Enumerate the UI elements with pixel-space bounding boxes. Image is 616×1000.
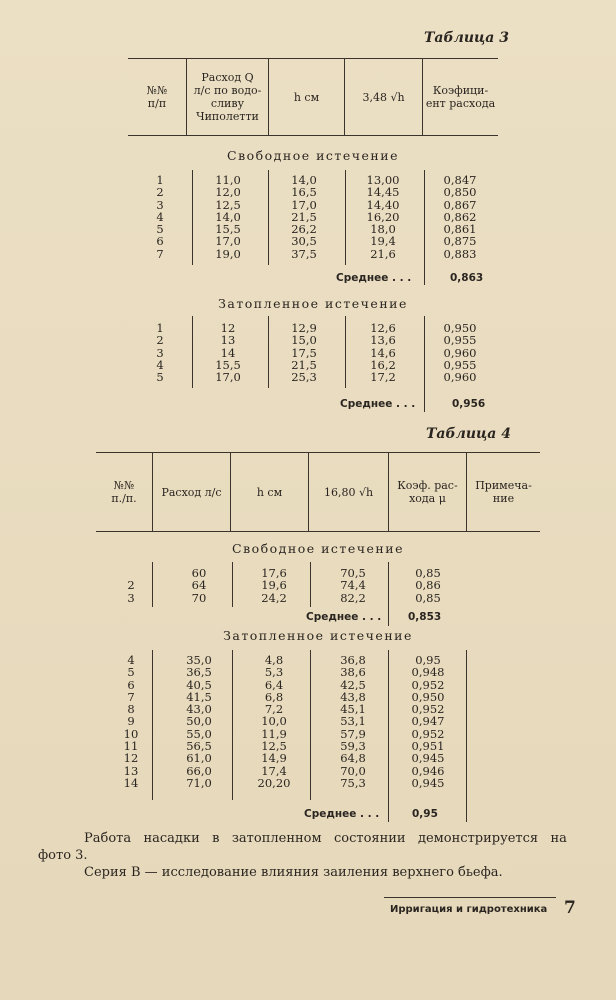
table-cell: 21,5 — [291, 209, 317, 224]
table-cell: 9 — [127, 714, 135, 729]
table-cell: 1 — [156, 173, 164, 187]
table3-header-sqrt: 3,48 √h — [344, 59, 422, 135]
table3-header-flow: Расход Q л/с по водо- сливу Чиполетти — [186, 59, 268, 135]
table-cell: 19,6 — [261, 578, 287, 593]
table3-caption: Таблица 3 — [424, 30, 509, 46]
table-cell: 43,0 — [186, 702, 212, 717]
table-cell: 15,0 — [291, 333, 317, 348]
table-cell: 8 — [127, 702, 135, 717]
table-cell: 14,45 — [366, 185, 400, 200]
paragraph-photo-line1: Работа насадки в затопленном состоянии демонстрируется на — [84, 831, 567, 846]
table-cell: 2 — [156, 185, 164, 200]
table-cell: 0,960 — [443, 345, 477, 360]
table4-caption: Таблица 4 — [426, 426, 511, 442]
table-row — [128, 186, 498, 198]
table-cell: 0,951 — [411, 739, 445, 754]
table-cell: 0,883 — [443, 246, 477, 261]
table-cell: 21,5 — [291, 357, 317, 372]
table-cell: 2 — [127, 578, 135, 593]
table-cell: 12 — [123, 751, 139, 766]
table3-header-number: №№ п/п — [146, 84, 168, 110]
table4-average-label-2: Среднее . . . — [304, 808, 380, 820]
table-cell: 25,3 — [291, 370, 317, 385]
table-cell: 11,0 — [215, 173, 241, 187]
table-row — [128, 371, 498, 383]
table-cell: 19,4 — [370, 234, 396, 249]
table-row — [96, 579, 466, 591]
table3-average-label-2: Среднее . . . — [340, 398, 416, 410]
table-cell: 70,0 — [340, 763, 366, 778]
table-cell: 0,862 — [443, 209, 477, 224]
table-cell: 0,95 — [415, 653, 441, 667]
table-cell: 10,0 — [261, 714, 287, 729]
table-cell: 60 — [191, 566, 207, 580]
table-cell: 53,1 — [340, 714, 366, 729]
table-cell: 16,5 — [291, 185, 317, 200]
table3-average-submerged: 0,956 — [452, 398, 486, 410]
table-cell: 26,2 — [291, 222, 317, 237]
table-cell: 5 — [156, 222, 164, 237]
table-cell: 17,5 — [291, 345, 317, 360]
table-cell: 0,85 — [415, 590, 441, 605]
table-cell: 56,5 — [186, 739, 212, 754]
table-cell: 0,950 — [443, 321, 477, 335]
table-cell: 15,5 — [215, 357, 241, 372]
table4-average-submerged: 0,95 — [412, 808, 438, 820]
table-cell: 5,3 — [264, 665, 284, 680]
table-cell: 5 — [156, 370, 164, 385]
table-cell: 40,5 — [186, 677, 212, 692]
table-cell: 17,0 — [215, 234, 241, 249]
table-cell: 38,6 — [340, 665, 366, 680]
table-cell: 6 — [156, 234, 164, 249]
table-cell: 18,0 — [370, 222, 396, 237]
table-cell: 4,8 — [264, 653, 284, 667]
table-cell: 17,2 — [370, 370, 396, 385]
table-cell: 19,0 — [215, 246, 241, 261]
table-cell: 3 — [127, 590, 135, 605]
table-cell: 7,2 — [264, 702, 284, 717]
table4-vline-9 — [466, 650, 467, 822]
table-cell: 20,20 — [257, 775, 291, 790]
table-cell: 0,955 — [443, 357, 477, 372]
table-cell: 12,9 — [291, 321, 317, 335]
table-cell: 6 — [127, 677, 135, 692]
table-cell: 0,867 — [443, 197, 477, 212]
table-cell: 0,86 — [415, 578, 441, 593]
table3-average-free: 0,863 — [450, 272, 484, 284]
table3-header — [128, 58, 498, 136]
table4-header-sqrt: 16,80 √h — [308, 453, 388, 531]
table-cell: 42,5 — [340, 677, 366, 692]
table-cell: 71,0 — [186, 775, 212, 790]
table3-header-coef: Коэфици- ент расхода — [422, 59, 498, 135]
table-cell: 74,4 — [340, 578, 366, 593]
table-cell: 37,5 — [291, 246, 317, 261]
table-cell: 12,0 — [215, 185, 241, 200]
table-cell: 17,0 — [291, 197, 317, 212]
table-cell: 10 — [123, 726, 139, 741]
table-cell: 0,850 — [443, 185, 477, 200]
table-cell: 30,5 — [291, 234, 317, 249]
table3-free-rows — [128, 174, 498, 260]
table-cell: 17,4 — [261, 763, 287, 778]
journal-title: Ирригация и гидротехника — [390, 904, 548, 915]
table-cell: 41,5 — [186, 689, 212, 704]
table-row — [96, 592, 466, 604]
table-cell: 14,0 — [215, 209, 241, 224]
table-cell: 13,6 — [370, 333, 396, 348]
table-cell: 0,952 — [411, 702, 445, 717]
table-cell: 0,952 — [411, 677, 445, 692]
table-cell: 12,5 — [215, 197, 241, 212]
table-row — [96, 666, 466, 678]
table-cell: 4 — [156, 357, 164, 372]
table-cell: 13 — [123, 763, 139, 778]
table-cell: 14 — [220, 345, 236, 360]
table-cell: 0,960 — [443, 370, 477, 385]
table-cell: 43,8 — [340, 689, 366, 704]
table-cell: 0,85 — [415, 566, 441, 580]
table-cell: 0,955 — [443, 333, 477, 348]
table4-average-label: Среднее . . . — [306, 611, 382, 623]
table-cell: 4 — [127, 653, 135, 667]
table4-header-flow: Расход л/с — [152, 453, 230, 531]
table4-header — [96, 452, 540, 532]
table-cell: 24,2 — [261, 590, 287, 605]
table-row — [128, 235, 498, 247]
table-cell: 7 — [156, 246, 164, 261]
table-cell: 14,0 — [291, 173, 317, 187]
table-cell: 0,945 — [411, 751, 445, 766]
table3-header-h: h см — [268, 59, 344, 135]
table-cell: 11,9 — [261, 726, 287, 741]
table-cell: 14,40 — [366, 197, 400, 212]
table-cell: 36,5 — [186, 665, 212, 680]
paragraph-photo-line2: фото 3. — [38, 848, 88, 863]
table-cell: 0,847 — [443, 173, 477, 187]
table-row — [96, 752, 466, 764]
table-cell: 0,861 — [443, 222, 477, 237]
table-cell: 6,8 — [264, 689, 284, 704]
table-cell: 14,6 — [370, 345, 396, 360]
table-cell: 11 — [123, 739, 139, 754]
table-cell: 35,0 — [186, 653, 212, 667]
table3-average-label: Среднее . . . — [336, 272, 412, 284]
table-cell: 0,947 — [411, 714, 445, 729]
table-row — [128, 248, 498, 260]
table-cell: 1 — [156, 321, 164, 335]
table-cell: 36,8 — [340, 653, 366, 667]
table3-section-submerged: Затопленное истечение — [218, 296, 408, 311]
table3-section-free: Свободное истечение — [227, 148, 399, 163]
table-cell: 16,2 — [370, 357, 396, 372]
table-cell: 0,948 — [411, 665, 445, 680]
table4-free-rows — [96, 567, 466, 604]
table-cell: 13 — [220, 333, 236, 348]
table-cell: 12,6 — [370, 321, 396, 335]
table-cell: 70,5 — [340, 566, 366, 580]
table-cell: 15,5 — [215, 222, 241, 237]
table-cell: 66,0 — [186, 763, 212, 778]
table4-header-h: h см — [230, 453, 308, 531]
table-cell: 59,3 — [340, 739, 366, 754]
table-cell: 4 — [156, 209, 164, 224]
table-cell: 17,0 — [215, 370, 241, 385]
table-cell: 0,950 — [411, 689, 445, 704]
table-cell: 45,1 — [340, 702, 366, 717]
table-cell: 6,4 — [264, 677, 284, 692]
table-cell: 21,6 — [370, 246, 396, 261]
table-cell: 64 — [191, 578, 207, 593]
table-cell: 0,946 — [411, 763, 445, 778]
table-cell: 16,20 — [366, 209, 400, 224]
table-cell: 12 — [220, 321, 236, 335]
table-cell: 50,0 — [186, 714, 212, 729]
table-cell: 61,0 — [186, 751, 212, 766]
table3-submerged-rows — [128, 322, 498, 383]
table-row — [96, 715, 466, 727]
page-number: 7 — [564, 898, 576, 918]
table-row — [128, 334, 498, 346]
table-cell: 55,0 — [186, 726, 212, 741]
table4-section-free: Свободное истечение — [232, 541, 404, 556]
paragraph-series-b: Серия В — исследование влияния заиления верхнего бьефа. — [84, 865, 503, 880]
table-cell: 75,3 — [340, 775, 366, 790]
table-cell: 12,5 — [261, 739, 287, 754]
table-cell: 17,6 — [261, 566, 287, 580]
footer-rule — [384, 897, 556, 898]
table-cell: 0,952 — [411, 726, 445, 741]
table-cell: 57,9 — [340, 726, 366, 741]
table-cell: 3 — [156, 197, 164, 212]
table-cell: 82,2 — [340, 590, 366, 605]
table-cell: 0,945 — [411, 775, 445, 790]
table-cell: 0,875 — [443, 234, 477, 249]
table4-section-submerged: Затопленное истечение — [223, 628, 413, 643]
table4-header-coef: Коэф. рас- хода μ — [388, 453, 466, 531]
table-cell: 5 — [127, 665, 135, 680]
table-cell: 14,9 — [261, 751, 287, 766]
table-row — [96, 777, 466, 789]
table-cell: 70 — [191, 590, 207, 605]
table-cell: 14 — [123, 775, 139, 790]
table-cell: 13,00 — [366, 173, 400, 187]
table-cell: 64,8 — [340, 751, 366, 766]
table-cell: 2 — [156, 333, 164, 348]
table4-average-free: 0,853 — [408, 611, 442, 623]
table4-header-note: Примеча- ние — [466, 453, 540, 531]
table-cell: 3 — [156, 345, 164, 360]
table4-header-number: №№ п./п. — [111, 479, 137, 505]
table4-submerged-rows — [96, 654, 466, 789]
table-cell: 7 — [127, 689, 135, 704]
